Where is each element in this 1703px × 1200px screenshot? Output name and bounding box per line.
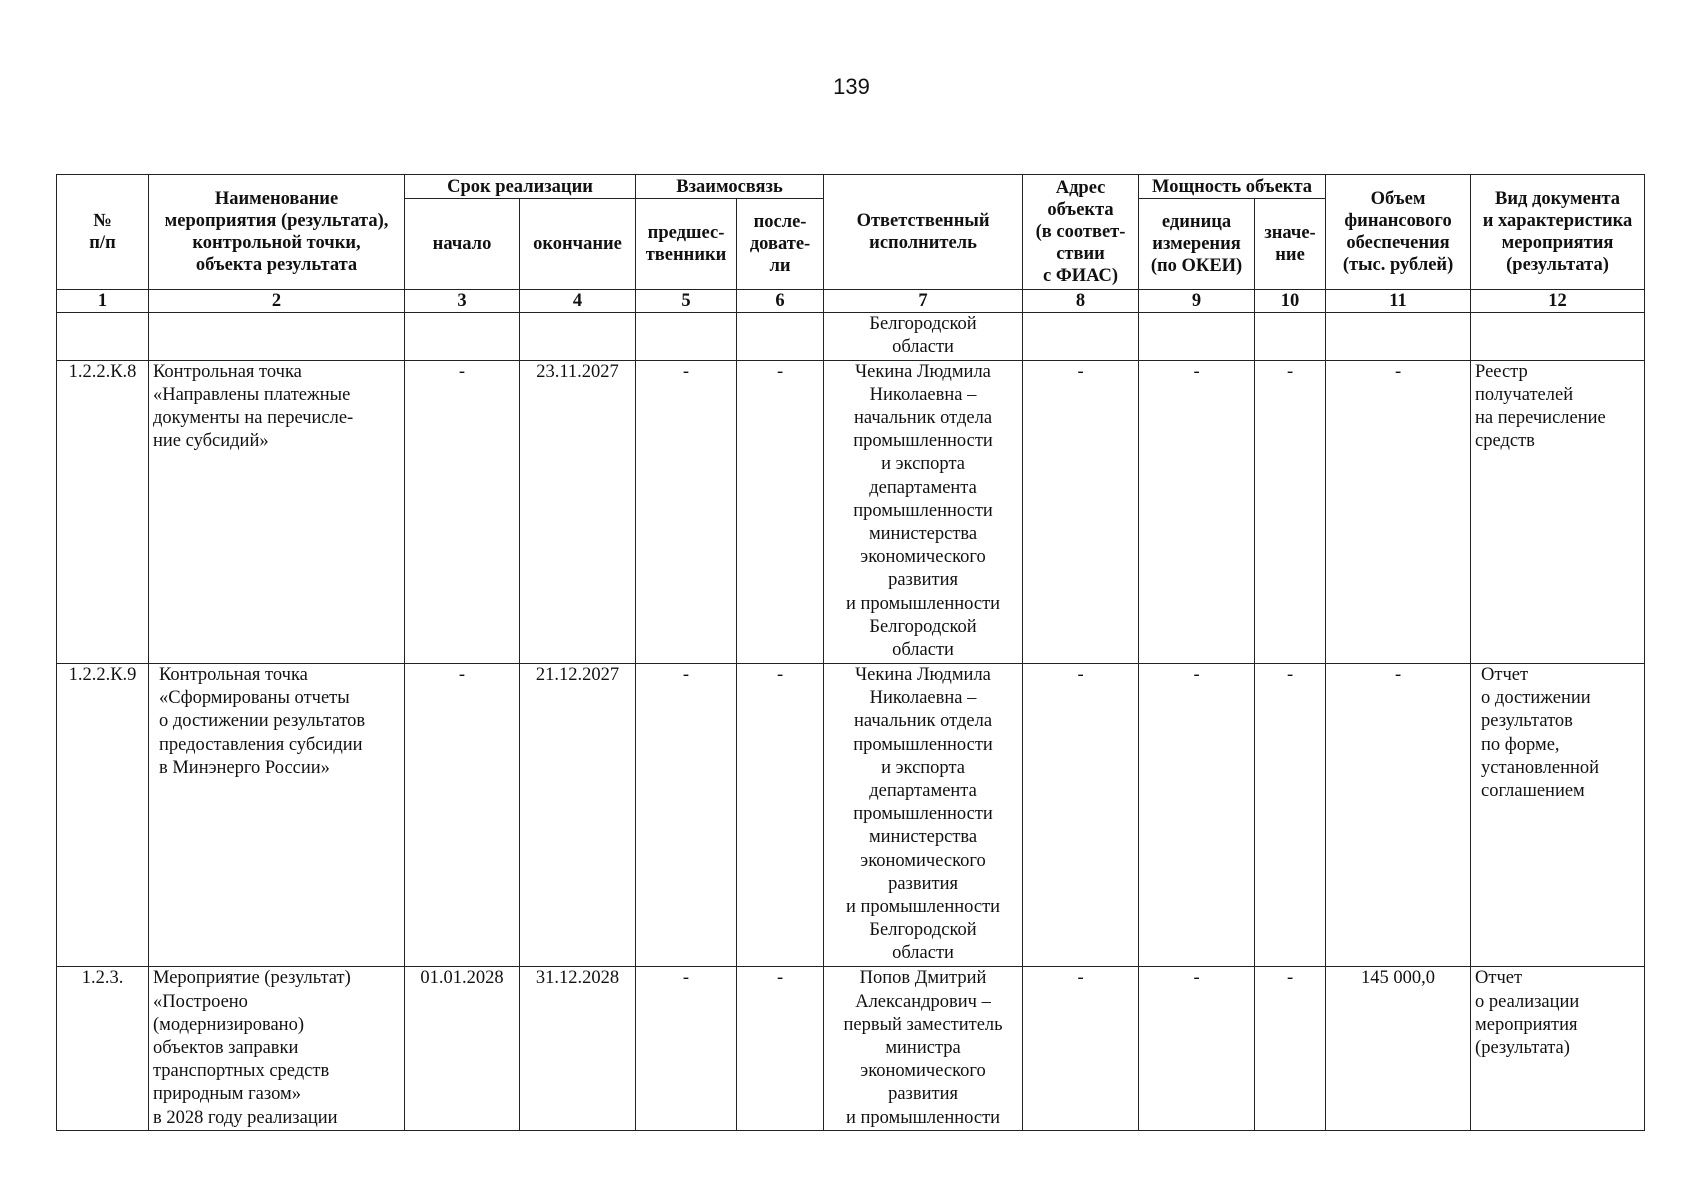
header-doc: Вид документа и характеристика мероприятия (результата) (1471, 175, 1645, 290)
column-number: 4 (520, 290, 636, 313)
column-number: 7 (824, 290, 1023, 313)
table-row (57, 663, 1645, 966)
row-next: - (737, 967, 824, 1131)
header-link: Взаимосвязь (636, 175, 824, 199)
row-responsible: Чекина Людмила Николаевна – начальник отдела промышленности и экспорта департамента промышленности министерства экономического развития и промышленности Белгородской области (824, 360, 1023, 663)
row-start: - (405, 663, 520, 966)
row-finance: - (1326, 663, 1471, 966)
row-address: - (1023, 663, 1139, 966)
row-finance: - (1326, 360, 1471, 663)
column-number: 5 (636, 290, 737, 313)
row-unit: - (1139, 663, 1255, 966)
row-name: Мероприятие (результат) «Построено (модернизировано) объектов заправки транспортных средств природным газом» в 2028 году реализации (149, 967, 405, 1131)
row-num: 1.2.3. (57, 967, 149, 1131)
column-number: 1 (57, 290, 149, 313)
column-number: 11 (1326, 290, 1471, 313)
header-period-start: начало (405, 199, 520, 290)
header-num: № п/п (57, 175, 149, 290)
table-row (57, 360, 1645, 663)
row-next: - (737, 663, 824, 966)
row-value: - (1255, 360, 1326, 663)
column-number: 12 (1471, 290, 1645, 313)
row-value: - (1255, 663, 1326, 966)
row-end: 23.11.2027 (520, 360, 636, 663)
row-address: - (1023, 360, 1139, 663)
header-row-1 (57, 175, 1645, 199)
row-name: Контрольная точка «Направлены платежные документы на перечисле- ние субсидий» (149, 360, 405, 663)
row-num: 1.2.2.К.8 (57, 360, 149, 663)
header-link-prev: предшес- твенники (636, 199, 737, 290)
row-next: - (737, 360, 824, 663)
row-num: 1.2.2.К.9 (57, 663, 149, 966)
header-period: Срок реализации (405, 175, 636, 199)
row-prev: - (636, 967, 737, 1131)
row-start: - (405, 360, 520, 663)
header-finance: Объем финансового обеспечения (тыс. рублей) (1326, 175, 1471, 290)
row-doc: Отчет о достижении результатов по форме, установленной соглашением (1471, 663, 1645, 966)
row-end: 31.12.2028 (520, 967, 636, 1131)
row-doc: Отчет о реализации мероприятия (результата) (1471, 967, 1645, 1131)
row-responsible: Попов Дмитрий Александрович – первый заместитель министра экономического развития и промышленности (824, 967, 1023, 1131)
row-doc: Реестр получателей на перечисление средств (1471, 360, 1645, 663)
header-capacity-value: значе- ние (1255, 199, 1326, 290)
column-number: 6 (737, 290, 824, 313)
column-number: 8 (1023, 290, 1139, 313)
header-capacity: Мощность объекта (1139, 175, 1326, 199)
row-responsible: Чекина Людмила Николаевна – начальник отдела промышленности и экспорта департамента промышленности министерства экономического развития и промышленности Белгородской области (824, 663, 1023, 966)
table-row (57, 967, 1645, 1131)
header-name: Наименование мероприятия (результата), контрольной точки, объекта результата (149, 175, 405, 290)
row-unit: - (1139, 360, 1255, 663)
row-end: 21.12.2027 (520, 663, 636, 966)
row-start: 01.01.2028 (405, 967, 520, 1131)
row-prev: - (636, 663, 737, 966)
header-period-end: окончание (520, 199, 636, 290)
column-number: 3 (405, 290, 520, 313)
continuation-responsible: Белгородской области (824, 313, 1023, 360)
header-link-next: после- довате- ли (737, 199, 824, 290)
page-number: 139 (833, 74, 870, 99)
row-address: - (1023, 967, 1139, 1131)
row-value: - (1255, 967, 1326, 1131)
header-address: Адрес объекта (в соответ- ствии с ФИАС) (1023, 175, 1139, 290)
column-number: 2 (149, 290, 405, 313)
column-number: 10 (1255, 290, 1326, 313)
plan-table (56, 174, 1645, 1131)
row-unit: - (1139, 967, 1255, 1131)
row-finance: 145 000,0 (1326, 967, 1471, 1131)
header-capacity-unit: единица измерения (по ОКЕИ) (1139, 199, 1255, 290)
continuation-row (57, 313, 1645, 360)
header-responsible: Ответственный исполнитель (824, 175, 1023, 290)
row-name: Контрольная точка «Сформированы отчеты о достижении результатов предоставления субсидии в Минэнерго России» (149, 663, 405, 966)
row-prev: - (636, 360, 737, 663)
column-number: 9 (1139, 290, 1255, 313)
column-number-row (57, 290, 1645, 313)
